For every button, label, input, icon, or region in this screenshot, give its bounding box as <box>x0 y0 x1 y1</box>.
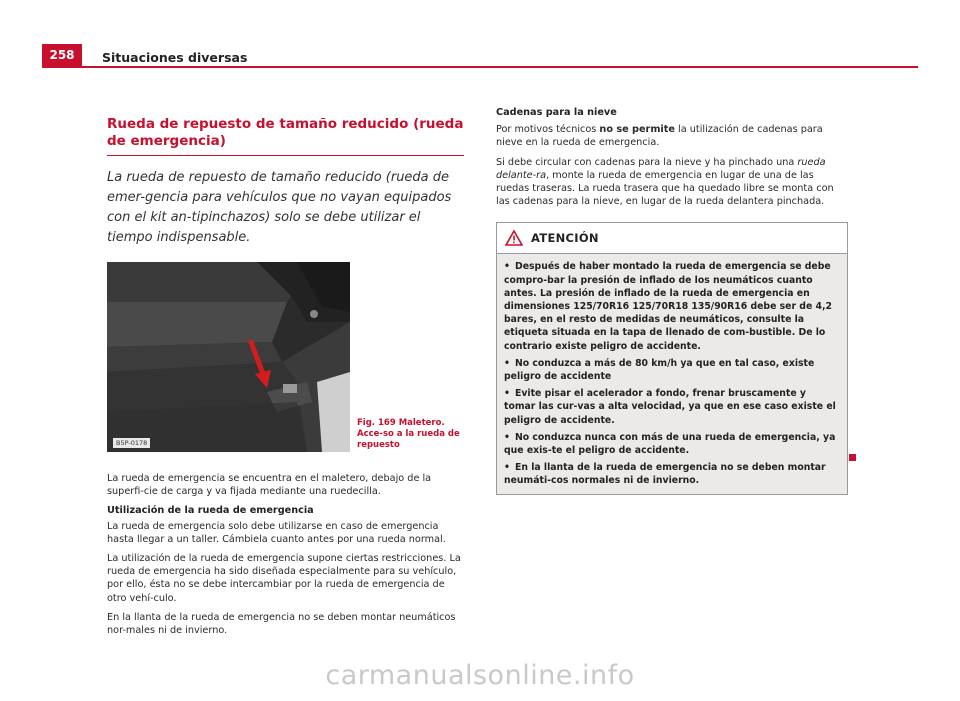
paragraph: Por motivos técnicos no se permite la utilización de cadenas para nieve en la rueda de emergencia. <box>496 124 823 149</box>
warning-bullet: • No conduzca nunca con más de una rueda de emergencia, ya que exis-te el peligro de accidente. <box>504 431 836 457</box>
intro-text: La rueda de repuesto de tamaño reducido (rueda de emer-gencia para vehículos que no vayan equipados con el kit an-tipinchazos) solo se debe utilizar el tiempo indispensable. <box>107 170 452 245</box>
subheading: Cadenas para la nieve <box>496 107 617 118</box>
warning-box <box>496 222 848 494</box>
section-title: Situaciones diversas <box>102 50 248 65</box>
figure-caption: Fig. 169 Maletero. Acce-so a la rueda de repuesto <box>357 418 460 450</box>
paragraph: Si debe circular con cadenas para la nieve y ha pinchado una rueda delante-ra, monte la rueda de emergencia en lugar de una de las ruedas traseras. La rueda trasera que ha quedado libre se monta con las cadenas para la nieve, en lugar de la rueda delantera pinchada. <box>496 156 834 208</box>
paragraph: La rueda de emergencia solo debe utilizarse en caso de emergencia hasta llegar a un taller. Cámbiela cuanto antes por una rueda normal. <box>107 520 446 545</box>
left-column <box>107 116 464 637</box>
paragraph: La utilización de la rueda de emergencia supone ciertas restricciones. La rueda de emergencia ha sido diseñada especialmente para su vehículo, por ello, ésta no se debe intercambiar por la rueda de emergencia de otro vehí-culo. <box>107 553 461 604</box>
subheading: Utilización de la rueda de emergencia <box>107 505 314 517</box>
section-heading: Rueda de repuesto de tamaño reducido (rueda de emergencia) <box>107 116 464 156</box>
warning-bullet: • Después de haber montado la rueda de emergencia se debe compro-bar la presión de inflado de los neumáticos cuanto antes. La presión de inflado de la rueda de emergencia en dimensiones 125/70R16 125/70R18 135/90R16 debe ser de 4,2 bares, en el resto de medidas de neumáticos, consulte la etiqueta situada en la tapa de llenado de com-bustible. De lo contrario existe peligro de accidente. <box>504 261 832 352</box>
trunk-illustration <box>107 262 350 452</box>
header-rule <box>42 66 918 68</box>
watermark: carmanualsonline.info <box>325 660 635 691</box>
right-column <box>496 106 848 495</box>
figure-code: B5P-0178 <box>113 438 150 448</box>
warning-bullet: • Evite pisar el acelerador a fondo, frenar bruscamente y tomar las cur-vas a alta velocidad, ya que en ese caso existe el peligro de accidente. <box>504 388 836 426</box>
warning-body <box>497 254 847 493</box>
figure-169 <box>107 262 464 452</box>
warning-title: ATENCIÓN <box>531 231 599 246</box>
warning-bullet: • No conduzca a más de 80 km/h ya que en tal caso, existe peligro de accidente <box>504 357 815 383</box>
red-arrow-icon <box>245 340 275 390</box>
section-end-marker <box>849 454 856 461</box>
warning-bullet: • En la llanta de la rueda de emergencia no se deben montar neumáti-cos normales ni de invierno. <box>504 462 826 487</box>
trunk-photo <box>107 262 350 452</box>
paragraph: En la llanta de la rueda de emergencia no se deben montar neumáticos nor-males ni de invierno. <box>107 611 456 637</box>
warning-triangle-icon <box>505 230 523 246</box>
page-number: 258 <box>42 44 82 66</box>
warning-header <box>497 223 847 254</box>
paragraph: La rueda de emergencia se encuentra en el maletero, debajo de la superfi-cie de carga y va fijada mediante una ruedecilla. <box>107 473 432 498</box>
